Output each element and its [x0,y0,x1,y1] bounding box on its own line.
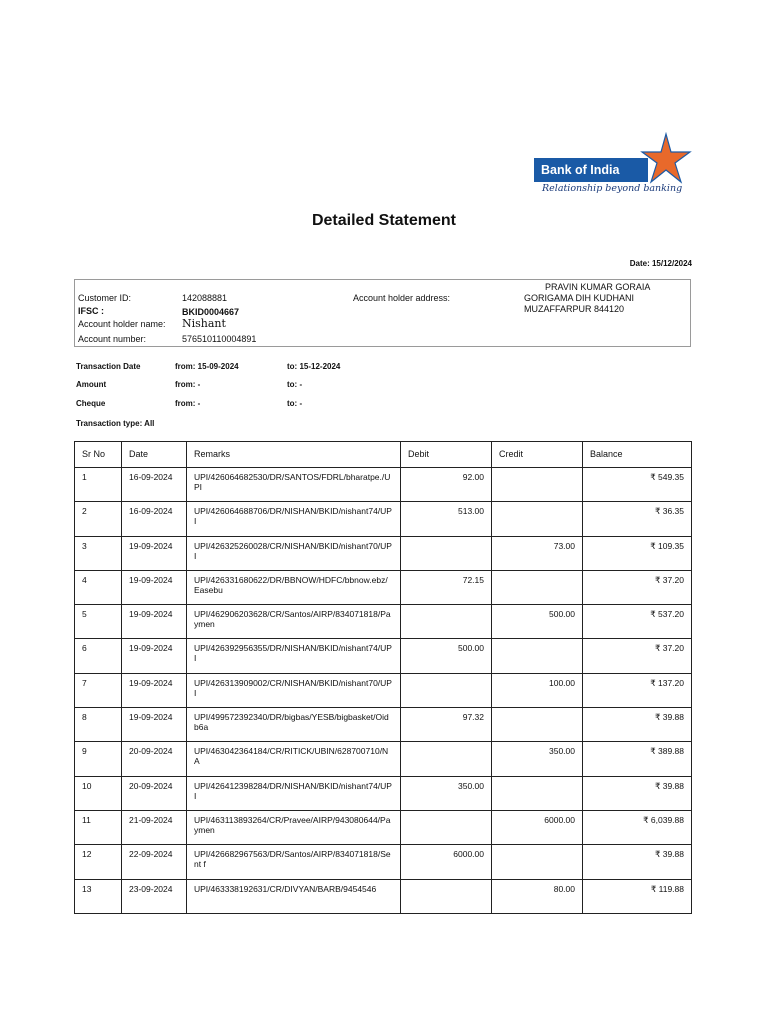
cell-date: 20-09-2024 [122,776,187,810]
cell-sr-no: 12 [75,845,122,879]
ifsc-label: IFSC : [78,306,104,316]
cheque-from: from: - [175,399,201,408]
cell-debit [401,810,492,844]
cell-remarks: UPI/426392956355/DR/NISHAN/BKID/nishant74/UPI [187,639,401,673]
transactions-body [75,468,692,914]
ifsc-value: BKID0004667 [182,307,240,317]
cell-balance: ₹ 37.20 [583,570,692,604]
account-info-box [74,279,691,347]
cell-date: 19-09-2024 [122,605,187,639]
cell-credit: 500.00 [492,605,583,639]
table-row [75,605,692,639]
cell-credit [492,845,583,879]
cheque-label: Cheque [76,399,106,408]
cell-balance: ₹ 39.88 [583,845,692,879]
header-balance: Balance [583,442,692,468]
header-remarks: Remarks [187,442,401,468]
cell-date: 19-09-2024 [122,639,187,673]
table-row [75,879,692,913]
account-number-label: Account number: [78,334,147,344]
cell-date: 21-09-2024 [122,810,187,844]
holder-name-value: Nishant [182,317,226,330]
cell-credit [492,639,583,673]
cell-debit: 97.32 [401,708,492,742]
cell-credit [492,468,583,502]
cell-credit: 73.00 [492,536,583,570]
amount-to: to: - [287,380,303,389]
holder-name-label: Account holder name: [78,319,166,329]
cell-debit [401,742,492,776]
cell-remarks: UPI/426064688706/DR/NISHAN/BKID/nishant74/UPI [187,502,401,536]
bank-logo [532,132,692,200]
cell-balance: ₹ 537.20 [583,605,692,639]
cell-sr-no: 6 [75,639,122,673]
cell-remarks: UPI/463338192631/CR/DIVYAN/BARB/9454546 [187,879,401,913]
cell-balance: ₹ 119.88 [583,879,692,913]
cell-credit: 80.00 [492,879,583,913]
cell-date: 23-09-2024 [122,879,187,913]
cell-date: 22-09-2024 [122,845,187,879]
table-row [75,570,692,604]
transaction-date-to: to: 15-12-2024 [287,362,341,371]
cell-remarks: UPI/426331680622/DR/BBNOW/HDFC/bbnow.ebz/Easebu [187,570,401,604]
cell-balance: ₹ 39.88 [583,776,692,810]
cell-remarks: UPI/463113893264/CR/Pravee/AIRP/943080644/Paymen [187,810,401,844]
header-debit: Debit [401,442,492,468]
cell-credit [492,708,583,742]
amount-label: Amount [76,380,107,389]
cell-date: 16-09-2024 [122,468,187,502]
table-row [75,845,692,879]
table-row [75,673,692,707]
cell-date: 19-09-2024 [122,570,187,604]
cell-balance: ₹ 137.20 [583,673,692,707]
cell-date: 19-09-2024 [122,708,187,742]
address-line-3: MUZAFFARPUR 844120 [524,304,625,314]
cell-debit [401,879,492,913]
cell-balance: ₹ 549.35 [583,468,692,502]
cell-credit [492,502,583,536]
page-title: Detailed Statement [311,212,457,229]
cell-date: 19-09-2024 [122,536,187,570]
bank-name: Bank of India [534,158,648,182]
cell-balance: ₹ 389.88 [583,742,692,776]
cell-remarks: UPI/426682967563/DR/Santos/AIRP/834071818/Sent f [187,845,401,879]
transaction-type: Transaction type: All [76,419,155,428]
table-row [75,502,692,536]
table-row [75,776,692,810]
cell-debit: 92.00 [401,468,492,502]
cheque-to: to: - [287,399,303,408]
cell-sr-no: 9 [75,742,122,776]
cell-credit: 100.00 [492,673,583,707]
statement-date: Date: 15/12/2024 [629,259,692,268]
cell-remarks: UPI/426325260028/CR/NISHAN/BKID/nishant70/UPI [187,536,401,570]
star-icon [640,132,692,184]
table-row [75,810,692,844]
cell-sr-no: 5 [75,605,122,639]
cell-debit: 72.15 [401,570,492,604]
cell-balance: ₹ 36.35 [583,502,692,536]
cell-sr-no: 1 [75,468,122,502]
cell-credit [492,776,583,810]
cell-balance: ₹ 39.88 [583,708,692,742]
cell-sr-no: 13 [75,879,122,913]
cell-debit [401,673,492,707]
transaction-date-label: Transaction Date [76,362,141,371]
cell-credit [492,570,583,604]
table-header-row [75,442,692,468]
account-number-value: 576510110004891 [182,334,257,344]
table-row [75,742,692,776]
cell-remarks: UPI/463042364184/CR/RITICK/UBIN/628700710/NA [187,742,401,776]
cell-credit: 350.00 [492,742,583,776]
header-sr-no: Sr No [75,442,122,468]
cell-balance: ₹ 37.20 [583,639,692,673]
cell-debit [401,536,492,570]
cell-remarks: UPI/499572392340/DR/bigbas/YESB/bigbasket/Oidb6a [187,708,401,742]
cell-balance: ₹ 6,039.88 [583,810,692,844]
address-label: Account holder address: [353,293,451,303]
cell-sr-no: 3 [75,536,122,570]
cell-remarks: UPI/462906203628/CR/Santos/AIRP/834071818/Paymen [187,605,401,639]
cell-debit: 513.00 [401,502,492,536]
cell-debit: 350.00 [401,776,492,810]
cell-debit [401,605,492,639]
transactions-table [74,441,692,914]
cell-date: 20-09-2024 [122,742,187,776]
cell-date: 19-09-2024 [122,673,187,707]
table-row [75,708,692,742]
table-row [75,468,692,502]
cell-sr-no: 2 [75,502,122,536]
table-row [75,536,692,570]
transaction-date-from: from: 15-09-2024 [175,362,239,371]
address-line-2: GORIGAMA DIH KUDHANI [524,293,635,303]
customer-id-label: Customer ID: [78,293,132,303]
cell-sr-no: 4 [75,570,122,604]
cell-debit: 6000.00 [401,845,492,879]
bank-tagline: Relationship beyond banking [542,183,683,194]
cell-sr-no: 7 [75,673,122,707]
cell-date: 16-09-2024 [122,502,187,536]
customer-id-value: 142088881 [182,293,228,303]
cell-credit: 6000.00 [492,810,583,844]
cell-sr-no: 8 [75,708,122,742]
cell-remarks: UPI/426064682530/DR/SANTOS/FDRL/bharatpe./UPI [187,468,401,502]
cell-sr-no: 10 [75,776,122,810]
cell-balance: ₹ 109.35 [583,536,692,570]
cell-remarks: UPI/426313909002/CR/NISHAN/BKID/nishant70/UPI [187,673,401,707]
amount-from: from: - [175,380,201,389]
header-date: Date [122,442,187,468]
header-credit: Credit [492,442,583,468]
cell-debit: 500.00 [401,639,492,673]
cell-remarks: UPI/426412398284/DR/NISHAN/BKID/nishant74/UPI [187,776,401,810]
table-row [75,639,692,673]
cell-sr-no: 11 [75,810,122,844]
address-line-1: PRAVIN KUMAR GORAIA [545,282,651,292]
